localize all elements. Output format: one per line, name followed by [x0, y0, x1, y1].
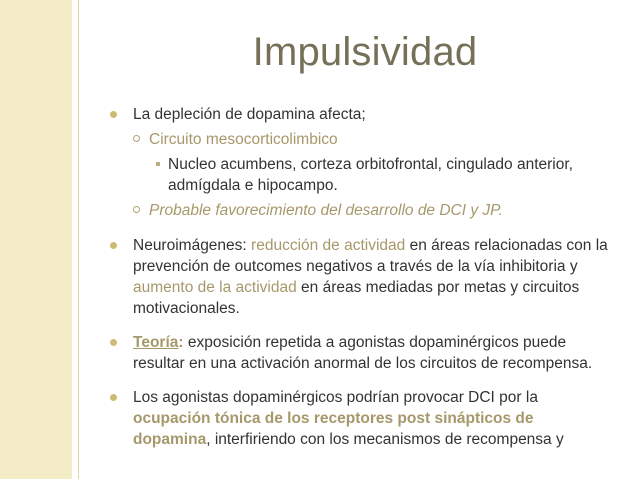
bullet-theory: [110, 332, 610, 374]
bullet-dot-icon: [110, 111, 117, 118]
sub-sub-bullet-regions: [110, 154, 610, 196]
highlight-reduction: reducción de actividad: [251, 237, 406, 254]
sub-bullet-ring-icon: [133, 206, 140, 213]
bullet-agonists: [110, 387, 610, 450]
slide-title: Impulsividad: [252, 30, 478, 74]
theory-colon: :: [178, 334, 184, 351]
left-decor-line: [78, 0, 79, 479]
sub-bullet-text: Probable favorecimiento del desarrollo de DCI y JP.: [149, 202, 503, 219]
bullet-text-part: Neuroimágenes:: [133, 237, 252, 254]
bullet-text-part: en áreas relacionadas con la prevención de outcomes negativos a través de la vía inhibitoria y: [133, 237, 608, 275]
bullet-text: exposición repetida a agonistas dopaminérgicos puede resultar en una activación anormal de los circuitos de recompensa.: [133, 334, 593, 372]
sub-bullet-probable: [110, 200, 610, 221]
bullet-dot-icon: [110, 394, 117, 401]
bullet-neuroimaging: [110, 235, 610, 319]
theory-label: Teoría: [133, 334, 179, 351]
sub-bullet-ring-icon: [133, 135, 140, 142]
bullet-dopamine-depletion: [110, 104, 610, 125]
highlight-increase: aumento de la actividad: [133, 279, 297, 296]
sub-bullet-text: Circuito mesocorticolimbico: [149, 131, 338, 148]
sub-sub-bullet-square-icon: [156, 162, 160, 166]
sub-bullet-circuit: [110, 129, 610, 150]
bullet-text-part: Los agonistas dopaminérgicos podrían provocar DCI por la: [133, 389, 538, 406]
left-decor-band: [0, 0, 72, 479]
bullet-dot-icon: [110, 339, 117, 346]
highlight-receptor-occupation: ocupación tónica de los receptores post sinápticos de dopamina: [133, 410, 534, 448]
slide-content: [110, 104, 610, 450]
sub-sub-bullet-text: Nucleo acumbens, corteza orbitofrontal, cingulado anterior, admígdala e hipocampo.: [168, 156, 573, 194]
bullet-text: La depleción de dopamina afecta;: [133, 106, 366, 123]
bullet-text-part: , interfiriendo con los mecanismos de recompensa y: [206, 431, 564, 448]
bullet-dot-icon: [110, 242, 117, 249]
bullet-text-part: en áreas mediadas por metas y circuitos motivacionales.: [133, 279, 580, 317]
